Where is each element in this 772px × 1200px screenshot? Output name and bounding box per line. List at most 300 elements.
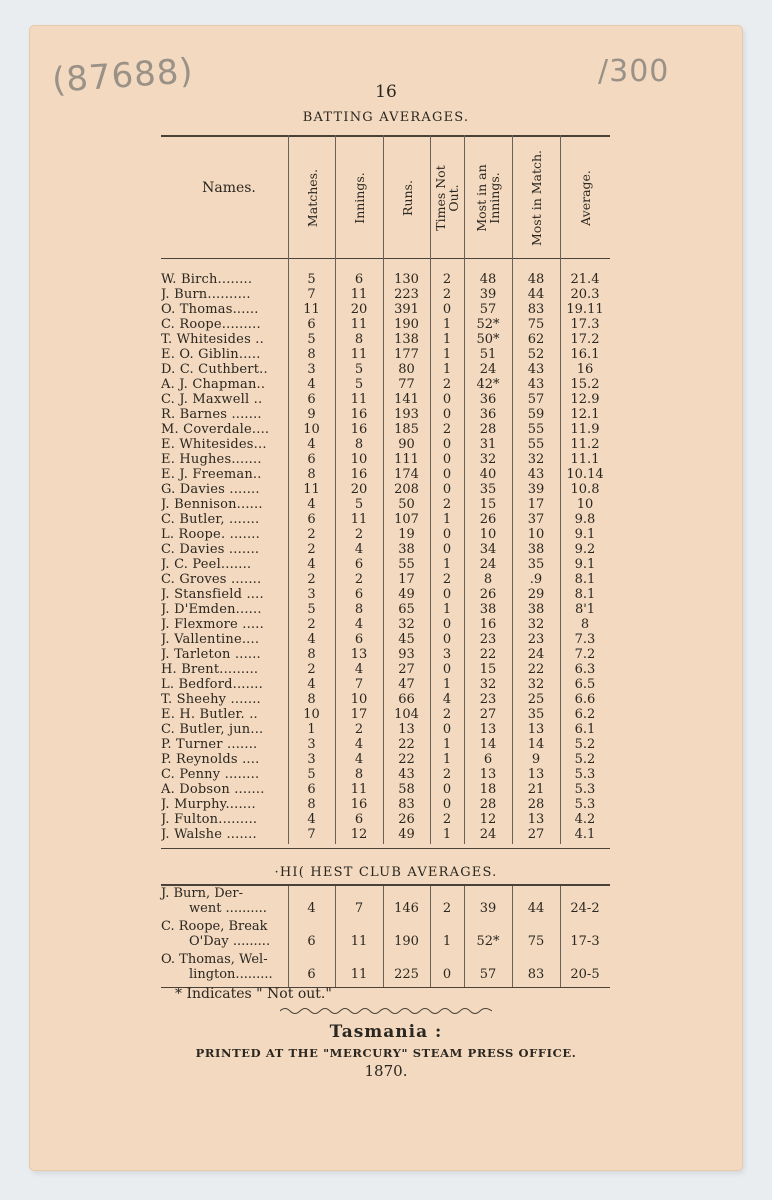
- cell-n: 2: [442, 812, 452, 827]
- cell-a: 12.9: [570, 392, 600, 407]
- cell-n: 1: [442, 602, 452, 617]
- club-cell-mm: 75: [527, 934, 545, 949]
- cell-a: 9.8: [574, 512, 596, 527]
- cell-i: 8: [354, 437, 364, 452]
- player-name: C. Butler, .......: [161, 512, 260, 527]
- player-name: W. Birch........: [161, 272, 253, 287]
- header-most-in-innings-line: Most in an: [474, 164, 489, 232]
- cell-a: 9.2: [574, 542, 596, 557]
- table-row: [30, 647, 742, 662]
- club-cell-a: 17-3: [570, 934, 600, 949]
- cell-i: 11: [350, 347, 368, 362]
- cell-mi: 57: [479, 302, 497, 317]
- cell-mi: 42*: [476, 377, 500, 392]
- cell-n: 0: [442, 722, 452, 737]
- cell-mm: 44: [527, 287, 545, 302]
- table-row: [30, 467, 742, 482]
- cell-r: 208: [394, 482, 419, 497]
- header-runs: [392, 140, 422, 256]
- table-row: [30, 512, 742, 527]
- cell-r: 138: [394, 332, 419, 347]
- cell-mi: 22: [479, 647, 497, 662]
- cell-mi: 28: [479, 797, 497, 812]
- table-row: [30, 662, 742, 677]
- cell-m: 3: [307, 362, 316, 377]
- cell-r: 104: [394, 707, 419, 722]
- cell-m: 1: [307, 722, 316, 737]
- cell-n: 2: [442, 272, 452, 287]
- cell-m: 3: [307, 587, 316, 602]
- club-name-line: lington.........: [189, 967, 273, 982]
- cell-i: 17: [350, 707, 368, 722]
- cell-a: 10.14: [566, 467, 604, 482]
- cell-mm: 35: [527, 557, 545, 572]
- cell-a: 5.3: [574, 797, 596, 812]
- club-cell-i: 7: [354, 901, 364, 916]
- table-row: [30, 602, 742, 617]
- cell-a: 7.3: [574, 632, 596, 647]
- club-cell-n: 2: [442, 901, 452, 916]
- cell-mm: 9: [531, 752, 541, 767]
- player-name: P. Reynolds ....: [161, 752, 260, 767]
- cell-r: 22: [398, 752, 415, 767]
- player-name: J. Tarleton ......: [161, 647, 261, 662]
- club-cell-mi: 39: [479, 901, 497, 916]
- club-player-name: [161, 919, 286, 949]
- cell-r: 50: [398, 497, 415, 512]
- cell-mi: 18: [479, 782, 497, 797]
- cell-n: 1: [442, 557, 452, 572]
- player-name: J. Flexmore .....: [161, 617, 264, 632]
- cell-mm: 28: [527, 797, 545, 812]
- cell-r: 47: [398, 677, 415, 692]
- player-name: E. H. Butler. ..: [161, 707, 258, 722]
- table-row: [30, 827, 742, 842]
- cell-m: 11: [303, 482, 320, 497]
- cell-mm: 27: [527, 827, 545, 842]
- table-row: [30, 587, 742, 602]
- player-name: J. Burn..........: [161, 287, 251, 302]
- cell-r: 55: [398, 557, 415, 572]
- player-name: A. Dobson .......: [161, 782, 265, 797]
- cell-mi: 14: [479, 737, 497, 752]
- cell-i: 10: [350, 452, 368, 467]
- cell-mi: 12: [479, 812, 497, 827]
- player-name: T. Sheehy .......: [161, 692, 261, 707]
- cell-n: 2: [442, 572, 452, 587]
- cell-i: 8: [354, 767, 364, 782]
- cell-m: 5: [307, 767, 316, 782]
- cell-a: 8.1: [574, 572, 596, 587]
- cell-mi: 38: [479, 602, 497, 617]
- cell-r: 190: [394, 317, 419, 332]
- cell-i: 16: [350, 797, 368, 812]
- printer-imprint: PRINTED AT THE "MERCURY" STEAM PRESS OFFICE.: [195, 1046, 577, 1060]
- cell-a: 15.2: [570, 377, 600, 392]
- player-name: J. C. Peel.......: [161, 557, 252, 572]
- cell-n: 0: [442, 797, 452, 812]
- table-row: [30, 422, 742, 437]
- cell-a: 4.1: [574, 827, 596, 842]
- player-name: E. J. Freeman..: [161, 467, 262, 482]
- cell-mm: 38: [527, 602, 545, 617]
- cell-i: 11: [350, 392, 368, 407]
- cell-mm: 23: [527, 632, 545, 647]
- header-innings-line: Innings.: [351, 172, 367, 224]
- cell-mi: 6: [483, 752, 493, 767]
- table-row: [30, 542, 742, 557]
- cell-i: 11: [350, 287, 368, 302]
- club-cell-mi: 57: [479, 967, 497, 982]
- player-name: C. J. Maxwell ..: [161, 392, 263, 407]
- cell-n: 1: [442, 317, 452, 332]
- print-year: 1870.: [364, 1062, 408, 1080]
- cell-mi: 24: [479, 362, 497, 377]
- club-name-line: C. Roope, Break: [161, 919, 268, 934]
- club-cell-mm: 83: [527, 967, 545, 982]
- cell-n: 3: [442, 647, 452, 662]
- header-most-in-match-line: Most in Match.: [528, 149, 544, 247]
- table-row: [30, 767, 742, 782]
- cell-n: 0: [442, 617, 452, 632]
- table-row: [30, 617, 742, 632]
- header-most-in-match: [521, 140, 551, 256]
- cell-r: 90: [398, 437, 415, 452]
- player-name: E. O. Giblin.....: [161, 347, 261, 362]
- cell-m: 5: [307, 272, 316, 287]
- club-cell-n: 1: [442, 934, 452, 949]
- cell-mm: 13: [527, 722, 545, 737]
- header-most-in-innings-line: Innings.: [487, 172, 502, 224]
- cell-m: 4: [307, 377, 316, 392]
- table-row: [30, 317, 742, 332]
- cell-m: 7: [307, 827, 316, 842]
- club-cell-r: 225: [394, 967, 419, 982]
- cell-m: 8: [307, 647, 316, 662]
- player-name: A. J. Chapman..: [161, 377, 266, 392]
- cell-m: 11: [303, 302, 320, 317]
- cell-n: 2: [442, 707, 452, 722]
- cell-r: 17: [398, 572, 415, 587]
- cell-i: 8: [354, 602, 364, 617]
- cell-n: 0: [442, 782, 452, 797]
- cell-n: 0: [442, 662, 452, 677]
- table-row: [30, 437, 742, 452]
- cell-i: 4: [354, 662, 364, 677]
- cell-n: 0: [442, 407, 452, 422]
- cell-n: 0: [442, 542, 452, 557]
- cell-i: 5: [354, 377, 364, 392]
- cell-mi: 50*: [476, 332, 500, 347]
- cell-mm: 25: [527, 692, 545, 707]
- cell-r: 13: [398, 722, 415, 737]
- cell-n: 1: [442, 362, 452, 377]
- player-name: C. Groves .......: [161, 572, 262, 587]
- player-name: J. Murphy.......: [161, 797, 256, 812]
- cell-m: 3: [307, 752, 316, 767]
- cell-mm: 35: [527, 707, 545, 722]
- cell-mi: 52*: [476, 317, 500, 332]
- table-title: BATTING AVERAGES.: [302, 110, 470, 125]
- player-name: O. Thomas......: [161, 302, 259, 317]
- cell-mm: 39: [527, 482, 545, 497]
- cell-mm: 22: [527, 662, 545, 677]
- player-name: P. Turner .......: [161, 737, 258, 752]
- cell-mi: 23: [479, 632, 497, 647]
- cell-mi: 51: [479, 347, 497, 362]
- club-cell-mi: 52*: [476, 934, 500, 949]
- cell-r: 80: [398, 362, 415, 377]
- cell-n: 1: [442, 512, 452, 527]
- header-matches: [297, 140, 327, 256]
- cell-mm: 48: [527, 272, 545, 287]
- header-bottom-rule: [161, 258, 610, 259]
- cell-n: 1: [442, 677, 452, 692]
- cell-m: 8: [307, 692, 316, 707]
- cell-r: 65: [398, 602, 415, 617]
- cell-mm: 83: [527, 302, 545, 317]
- cell-a: 7.2: [574, 647, 596, 662]
- cell-a: 11.2: [570, 437, 600, 452]
- cell-n: 0: [442, 587, 452, 602]
- cell-a: 11.9: [570, 422, 600, 437]
- cell-a: 6.1: [574, 722, 596, 737]
- player-name: L. Bedford.......: [161, 677, 263, 692]
- player-name: C. Davies .......: [161, 542, 260, 557]
- club-cell-mm: 44: [527, 901, 545, 916]
- cell-i: 20: [350, 482, 368, 497]
- header-times-not-out-line: Times Not: [433, 165, 448, 231]
- cell-r: 43: [398, 767, 415, 782]
- cell-m: 5: [307, 602, 316, 617]
- cell-r: 26: [398, 812, 415, 827]
- table-row: [30, 497, 742, 512]
- table-row: [30, 632, 742, 647]
- cell-r: 93: [398, 647, 415, 662]
- cell-m: 7: [307, 287, 316, 302]
- cell-m: 6: [307, 392, 316, 407]
- cell-i: 2: [354, 722, 364, 737]
- cell-a: 4.2: [574, 812, 596, 827]
- table-row: [30, 482, 742, 497]
- cell-r: 19: [398, 527, 415, 542]
- player-name: R. Barnes .......: [161, 407, 262, 422]
- cell-mm: 43: [527, 467, 545, 482]
- cell-mi: 36: [479, 392, 497, 407]
- player-name: L. Roope. .......: [161, 527, 260, 542]
- table-row: [30, 572, 742, 587]
- header-matches-line: Matches.: [304, 168, 319, 228]
- cell-i: 11: [350, 317, 368, 332]
- page-number: 16: [375, 82, 397, 102]
- cell-m: 4: [307, 437, 316, 452]
- cell-mm: 37: [527, 512, 545, 527]
- table-row: [30, 752, 742, 767]
- cell-mi: 26: [479, 512, 497, 527]
- cell-mm: 57: [527, 392, 545, 407]
- cell-a: 10.8: [570, 482, 600, 497]
- cell-mi: 35: [479, 482, 497, 497]
- cell-mi: 24: [479, 557, 497, 572]
- table-row: [30, 362, 742, 377]
- player-name: T. Whitesides ..: [161, 332, 264, 347]
- table-row: [30, 692, 742, 707]
- cell-a: 12.1: [570, 407, 600, 422]
- cell-mm: 13: [527, 812, 545, 827]
- cell-mm: 38: [527, 542, 545, 557]
- cell-mi: 8: [483, 572, 493, 587]
- cell-m: 4: [307, 677, 316, 692]
- cell-mm: 43: [527, 362, 545, 377]
- cell-mm: 75: [527, 317, 545, 332]
- cell-n: 1: [442, 347, 452, 362]
- cell-mi: 32: [479, 452, 497, 467]
- cell-r: 22: [398, 737, 415, 752]
- cell-m: 10: [303, 707, 320, 722]
- cell-mm: .9: [529, 572, 543, 587]
- table-row: [30, 527, 742, 542]
- cell-a: 17.3: [570, 317, 600, 332]
- cell-n: 2: [442, 767, 452, 782]
- cell-mm: 14: [527, 737, 545, 752]
- cell-mm: 13: [527, 767, 545, 782]
- cell-a: 6.2: [574, 707, 596, 722]
- club-name-line: J. Burn, Der-: [161, 886, 243, 901]
- header-innings: [344, 140, 374, 256]
- club-cell-m: 4: [307, 901, 316, 916]
- cell-n: 0: [442, 437, 452, 452]
- cell-m: 2: [307, 542, 316, 557]
- pencil-annotation-right: /300: [598, 54, 670, 89]
- cell-n: 1: [442, 752, 452, 767]
- cell-r: 58: [398, 782, 415, 797]
- header-average-line: Average.: [577, 170, 593, 226]
- booklet-page: [30, 26, 742, 1170]
- player-name: G. Davies .......: [161, 482, 260, 497]
- cell-r: 77: [398, 377, 415, 392]
- cell-m: 5: [307, 332, 316, 347]
- cell-n: 0: [442, 632, 452, 647]
- table-row: [30, 707, 742, 722]
- cell-n: 0: [442, 302, 452, 317]
- player-name: J. Stansfield ....: [161, 587, 264, 602]
- cell-m: 6: [307, 512, 316, 527]
- cell-r: 66: [398, 692, 415, 707]
- player-name: H. Brent.........: [161, 662, 259, 677]
- cell-a: 9.1: [574, 527, 596, 542]
- club-cell-i: 11: [350, 967, 368, 982]
- cell-n: 0: [442, 467, 452, 482]
- cell-i: 16: [350, 407, 368, 422]
- cell-i: 6: [354, 272, 364, 287]
- cell-a: 21.4: [570, 272, 600, 287]
- cell-a: 9.1: [574, 557, 596, 572]
- club-name-line: O'Day .........: [189, 934, 271, 949]
- player-name: J. Fulton.........: [161, 812, 258, 827]
- cell-a: 5.3: [574, 782, 596, 797]
- cell-i: 12: [350, 827, 368, 842]
- cell-n: 0: [442, 527, 452, 542]
- cell-n: 2: [442, 377, 452, 392]
- cell-m: 4: [307, 557, 316, 572]
- cell-a: 11.1: [570, 452, 600, 467]
- pencil-annotation-left: (87688): [50, 51, 195, 101]
- cell-r: 185: [394, 422, 419, 437]
- cell-i: 16: [350, 467, 368, 482]
- club-name-line: O. Thomas, Wel-: [161, 952, 268, 967]
- cell-mm: 32: [527, 452, 545, 467]
- cell-m: 9: [307, 407, 316, 422]
- cell-m: 3: [307, 737, 316, 752]
- cell-mi: 27: [479, 707, 497, 722]
- cell-n: 1: [442, 332, 452, 347]
- cell-mi: 26: [479, 587, 497, 602]
- cell-m: 6: [307, 452, 316, 467]
- cell-n: 0: [442, 452, 452, 467]
- player-name: J. D'Emden......: [161, 602, 262, 617]
- cell-mm: 24: [527, 647, 545, 662]
- table-row: [30, 287, 742, 302]
- cell-mi: 13: [479, 722, 497, 737]
- player-name: J. Walshe .......: [161, 827, 257, 842]
- cell-n: 1: [442, 827, 452, 842]
- cell-mi: 15: [479, 497, 497, 512]
- club-name-line: went ..........: [189, 901, 267, 916]
- cell-r: 107: [394, 512, 419, 527]
- cell-i: 4: [354, 542, 364, 557]
- cell-n: 4: [442, 692, 452, 707]
- player-name: E. Whitesides...: [161, 437, 267, 452]
- cell-a: 6.3: [574, 662, 596, 677]
- cell-mi: 39: [479, 287, 497, 302]
- footnote: * Indicates " Not out.": [175, 986, 332, 1002]
- cell-i: 13: [350, 647, 368, 662]
- cell-i: 4: [354, 617, 364, 632]
- cell-mi: 40: [479, 467, 497, 482]
- cell-r: 49: [398, 827, 415, 842]
- club-cell-n: 0: [442, 967, 452, 982]
- cell-a: 8'1: [574, 602, 596, 617]
- cell-i: 6: [354, 632, 364, 647]
- player-name: J. Bennison......: [161, 497, 263, 512]
- cell-m: 4: [307, 812, 316, 827]
- cell-mm: 55: [527, 437, 545, 452]
- cell-i: 6: [354, 557, 364, 572]
- player-name: M. Coverdale....: [161, 422, 270, 437]
- cell-r: 49: [398, 587, 415, 602]
- cell-m: 8: [307, 347, 316, 362]
- player-name: C. Roope.........: [161, 317, 261, 332]
- cell-i: 8: [354, 332, 364, 347]
- cell-r: 27: [398, 662, 415, 677]
- cell-i: 5: [354, 497, 364, 512]
- club-player-name: [161, 952, 286, 982]
- cell-r: 193: [394, 407, 419, 422]
- place-heading: Tasmania :: [329, 1022, 443, 1042]
- player-name: D. C. Cuthbert..: [161, 362, 268, 377]
- table-row: [30, 557, 742, 572]
- cell-mm: 55: [527, 422, 545, 437]
- cell-n: 1: [442, 737, 452, 752]
- cell-i: 5: [354, 362, 364, 377]
- cell-a: 6.6: [574, 692, 596, 707]
- cell-r: 45: [398, 632, 415, 647]
- club-cell-i: 11: [350, 934, 368, 949]
- header-names: Names.: [202, 180, 256, 196]
- club-cell-a: 20-5: [570, 967, 600, 982]
- cell-i: 11: [350, 782, 368, 797]
- player-name: E. Hughes.......: [161, 452, 262, 467]
